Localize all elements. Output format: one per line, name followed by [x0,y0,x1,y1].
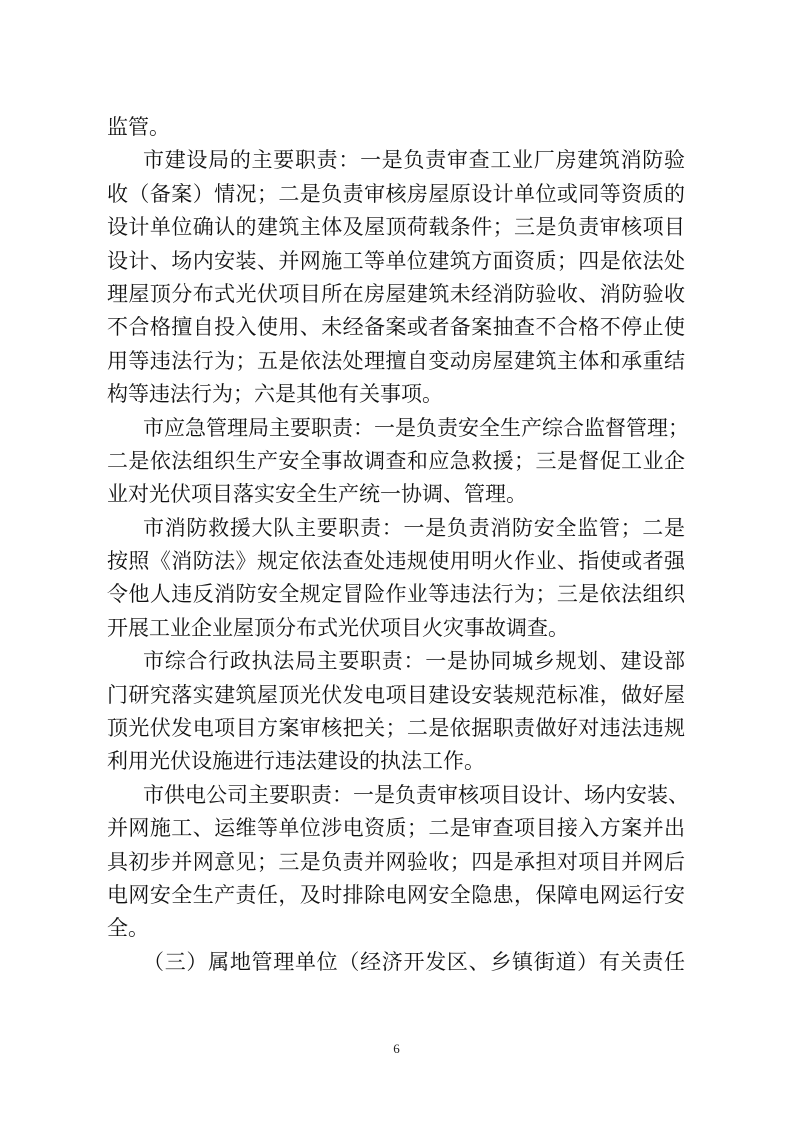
text-line: 市应急管理局主要职责：一是负责安全生产综合监督管理； [143,415,689,440]
text-line: 开展工业企业屋顶分布式光伏项目火灾事故调查。 [107,615,569,640]
text-line: 电网安全生产责任，及时排除电网安全隐患，保障电网运行安 [107,882,685,907]
paragraph [107,946,685,979]
text-line: 市建设局的主要职责：一是负责审查工业厂房建筑消防验 [143,148,685,173]
text-line: 监管。 [107,115,170,139]
text-line: 令他人违反消防安全规定冒险作业等违法行为；三是依法组织 [107,582,685,607]
page-number: 6 [393,1041,400,1056]
text-line: 理屋顶分布式光伏项目所在房屋建筑未经消防验收、消防验收 [107,281,685,306]
text-line: 用等违法行为；五是依法处理擅自变动房屋建筑主体和承重结 [107,348,685,373]
paragraph [107,144,685,411]
text-line: 市综合行政执法局主要职责：一是协同城乡规划、建设部 [143,649,685,674]
paragraph [107,111,685,144]
text-line: （三）属地管理单位（经济开发区、乡镇街道）有关责任 [143,949,685,974]
text-line: 市供电公司主要职责：一是负责审核项目设计、场内安装、 [143,782,689,807]
paragraph [107,779,689,946]
text-line: 不合格擅自投入使用、未经备案或者备案抽查不合格不停止使 [107,315,685,340]
text-line: 顶光伏发电项目方案审核把关；二是依据职责做好对违法违规 [107,716,685,741]
text-line: 收（备案）情况；二是负责审核房屋原设计单位或同等资质的 [107,181,685,206]
text-line: 并网施工、运维等单位涉电资质；二是审查项目接入方案并出 [107,816,685,841]
text-line: 全。 [107,916,149,941]
paragraph [107,512,685,646]
text-line: 门研究落实建筑屋顶光伏发电项目建设安装规范标准，做好屋 [107,682,685,707]
paragraph [107,412,689,512]
text-line: 按照《消防法》规定依法查处违规使用明火作业、指使或者强 [107,549,685,574]
text-line: 二是依法组织生产安全事故调查和应急救援；三是督促工业企 [107,448,685,473]
text-line: 业对光伏项目落实安全生产统一协调、管理。 [107,482,527,507]
paragraph [107,645,685,779]
text-line: 设计、场内安装、并网施工等单位建筑方面资质；四是依法处 [107,248,685,273]
text-line: 设计单位确认的建筑主体及屋顶荷载条件；三是负责审核项目 [107,215,685,240]
text-line: 构等违法行为；六是其他有关事项。 [107,382,443,407]
text-line: 利用光伏设施进行违法建设的执法工作。 [107,749,485,774]
text-line: 具初步并网意见；三是负责并网验收；四是承担对项目并网后 [107,849,685,874]
text-line: 市消防救援大队主要职责：一是负责消防安全监管；二是 [143,515,685,540]
document-body [107,111,689,979]
